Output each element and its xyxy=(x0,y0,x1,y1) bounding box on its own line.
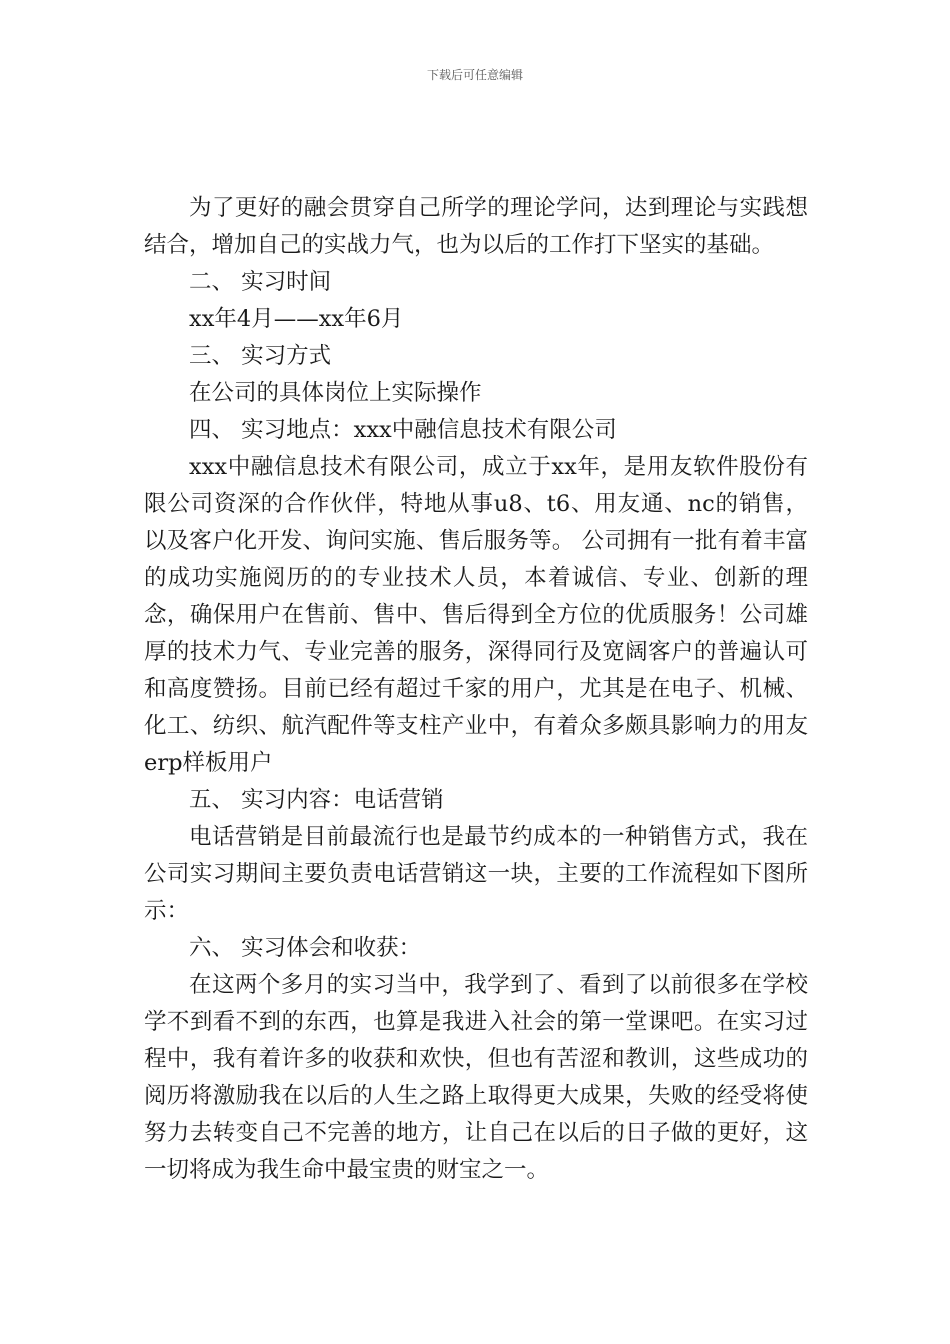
paragraph-content: 电话营销是目前最流行也是最节约成本的一种销售方式，我在公司实习期间主要负责电话营销这一块，主要的工作流程如下图所示： xyxy=(144,824,808,924)
paragraph-intro: 为了更好的融会贯穿自己所学的理论学问，达到理论与实践想结合，增加自己的实战力气，也为以后的工作打下坚实的基础。 xyxy=(144,195,808,258)
section-heading-location: 四、 实习地点：xxx中融信息技术有限公司 xyxy=(189,417,617,443)
section-heading-content: 五、 实习内容：电话营销 xyxy=(189,787,444,813)
paragraph-method: 在公司的具体岗位上实际操作 xyxy=(189,380,482,406)
page-header: 下载后可任意编辑 xyxy=(426,68,523,82)
paragraph-time: xx年4月——xx年6月 xyxy=(189,306,404,332)
section-heading-method: 三、 实习方式 xyxy=(189,343,332,369)
body-text xyxy=(144,190,808,1189)
section-heading-experience: 六、 实习体会和收获： xyxy=(189,935,422,961)
section-heading-time: 二、 实习时间 xyxy=(189,269,332,295)
paragraph-company: xxx中融信息技术有限公司，成立于xx年，是用友软件股份有限公司资深的合作伙伴，特地从事u8、t6、用友通、nc的销售，以及客户化开发、询问实施、售后服务等。 公司拥有一批有着丰富的成功实施阅历的的专业技术人员，本着诚信、专业、创新的理念，确保用户在售前、售中、售后得到全方位的优质服务！公司雄厚的技术力气、专业完善的服务，深得同行及宽阔客户的普遍认可和高度赞扬。目前已经有超过千家的用户，尤其是在电子、机械、化工、纺织、航汽配件等支柱产业中，有着众多颇具影响力的用友erp样板用户 xyxy=(144,454,808,776)
paragraph-experience: 在这两个多月的实习当中，我学到了、看到了以前很多在学校学不到看不到的东西，也算是我进入社会的第一堂课吧。在实习过程中，我有着许多的收获和欢快，但也有苦涩和教训，这些成功的阅历将激励我在以后的人生之路上取得更大成果，失败的经受将使努力去转变自己不完善的地方，让自己在以后的日子做的更好，这一切将成为我生命中最宝贵的财宝之一。 xyxy=(144,972,808,1183)
